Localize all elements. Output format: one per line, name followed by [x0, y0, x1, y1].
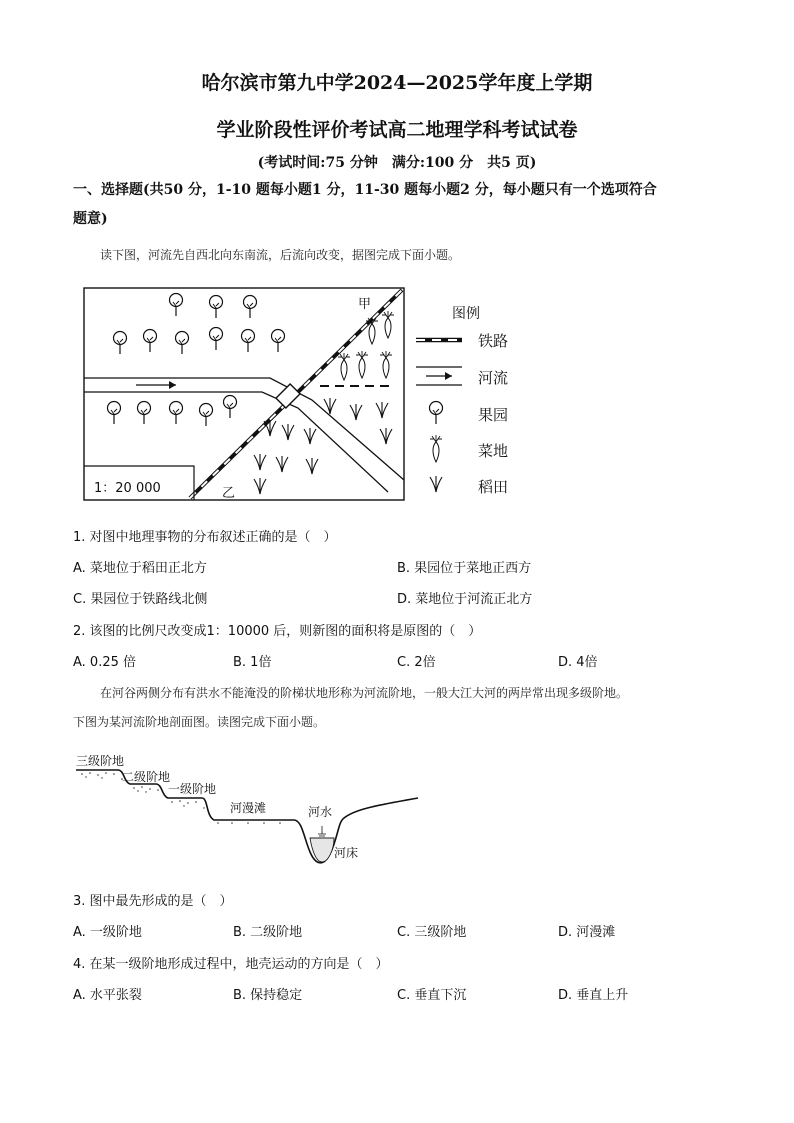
- question-2-option-c[interactable]: C. 2倍: [397, 655, 436, 670]
- question-4-option-a[interactable]: A. 水平张裂: [73, 988, 142, 1003]
- exam-info: (考试时间:75 分钟 满分:100 分 共5 页): [257, 155, 537, 171]
- legend-railway: 铁路: [478, 332, 509, 350]
- question-2-option-b[interactable]: B. 1倍: [233, 655, 272, 670]
- map-frame: [84, 288, 404, 500]
- intro-text-1: 读下图，河流先自西北向东南流，后流向改变，据图完成下面小题。: [100, 248, 461, 262]
- question-4-stem: 4. 在某一级阶地形成过程中，地壳运动的方向是（ ）: [73, 957, 389, 972]
- question-2-stem: 2. 该图的比例尺改变成1：10000 后，则新图的面积将是原图的（ ）: [73, 624, 482, 639]
- legend-orchard: 果园: [478, 406, 509, 424]
- label-river-water: 河水: [308, 805, 333, 819]
- label-floodplain: 河漫滩: [230, 801, 267, 815]
- scale-label: 1：20 000: [94, 481, 161, 496]
- question-1-option-b[interactable]: B. 果园位于菜地正西方: [397, 561, 532, 576]
- intro-text-2-line1: 在河谷两侧分布有洪水不能淹没的阶梯状地形称为河流阶地，一般大江大河的两岸常出现多级阶地。: [100, 686, 629, 700]
- question-1-option-c[interactable]: C. 果园位于铁路线北侧: [73, 592, 208, 607]
- river-terrace-profile: [72, 746, 422, 872]
- exam-title-line1: 哈尔滨市第九中学2024—2025学年度上学期: [201, 72, 593, 94]
- exam-title-line2: 学业阶段性评价考试高二地理学科考试试卷: [216, 119, 578, 141]
- question-3-option-b[interactable]: B. 二级阶地: [233, 925, 303, 940]
- label-terrace-2: 二级阶地: [122, 770, 171, 784]
- section-heading-line2: 题意): [73, 211, 108, 227]
- section-heading: [73, 176, 723, 234]
- question-3-option-d[interactable]: D. 河漫滩: [558, 925, 616, 940]
- question-4-option-b[interactable]: B. 保持稳定: [233, 988, 303, 1003]
- question-4-option-c[interactable]: C. 垂直下沉: [397, 988, 467, 1003]
- question-1-option-d[interactable]: D. 菜地位于河流正北方: [397, 592, 533, 607]
- question-3-stem: 3. 图中最先形成的是（ ）: [73, 894, 233, 909]
- question-3-option-a[interactable]: A. 一级阶地: [73, 925, 142, 940]
- question-1-option-a[interactable]: A. 菜地位于稻田正北方: [73, 561, 207, 576]
- water-level-mark: [318, 826, 326, 836]
- legend-river: 河流: [478, 369, 509, 387]
- legend-paddy: 稻田: [478, 478, 509, 496]
- question-4-option-d[interactable]: D. 垂直上升: [558, 988, 629, 1003]
- legend-vegetable: 菜地: [478, 442, 509, 460]
- label-terrace-3: 三级阶地: [76, 754, 125, 768]
- question-2-option-d[interactable]: D. 4倍: [558, 655, 598, 670]
- question-2-option-a[interactable]: A. 0.25 倍: [73, 655, 137, 670]
- label-terrace-1: 一级阶地: [168, 782, 217, 796]
- land-use-map: [70, 280, 540, 510]
- question-3-option-c[interactable]: C. 三级阶地: [397, 925, 467, 940]
- label-yi: 乙: [222, 486, 236, 501]
- question-1-stem: 1. 对图中地理事物的分布叙述正确的是（ ）: [73, 530, 337, 545]
- map-legend: [416, 306, 508, 496]
- legend-title: 图例: [452, 306, 480, 322]
- section-heading-line1: 一、选择题(共50 分，1-10 题每小题1 分，11-30 题每小题2 分，每小题只有一个选项符合: [73, 182, 657, 198]
- label-jia: 甲: [358, 297, 372, 312]
- label-river-bed: 河床: [334, 846, 359, 860]
- intro-text-2-line2: 下图为某河流阶地剖面图。读图完成下面小题。: [73, 715, 326, 729]
